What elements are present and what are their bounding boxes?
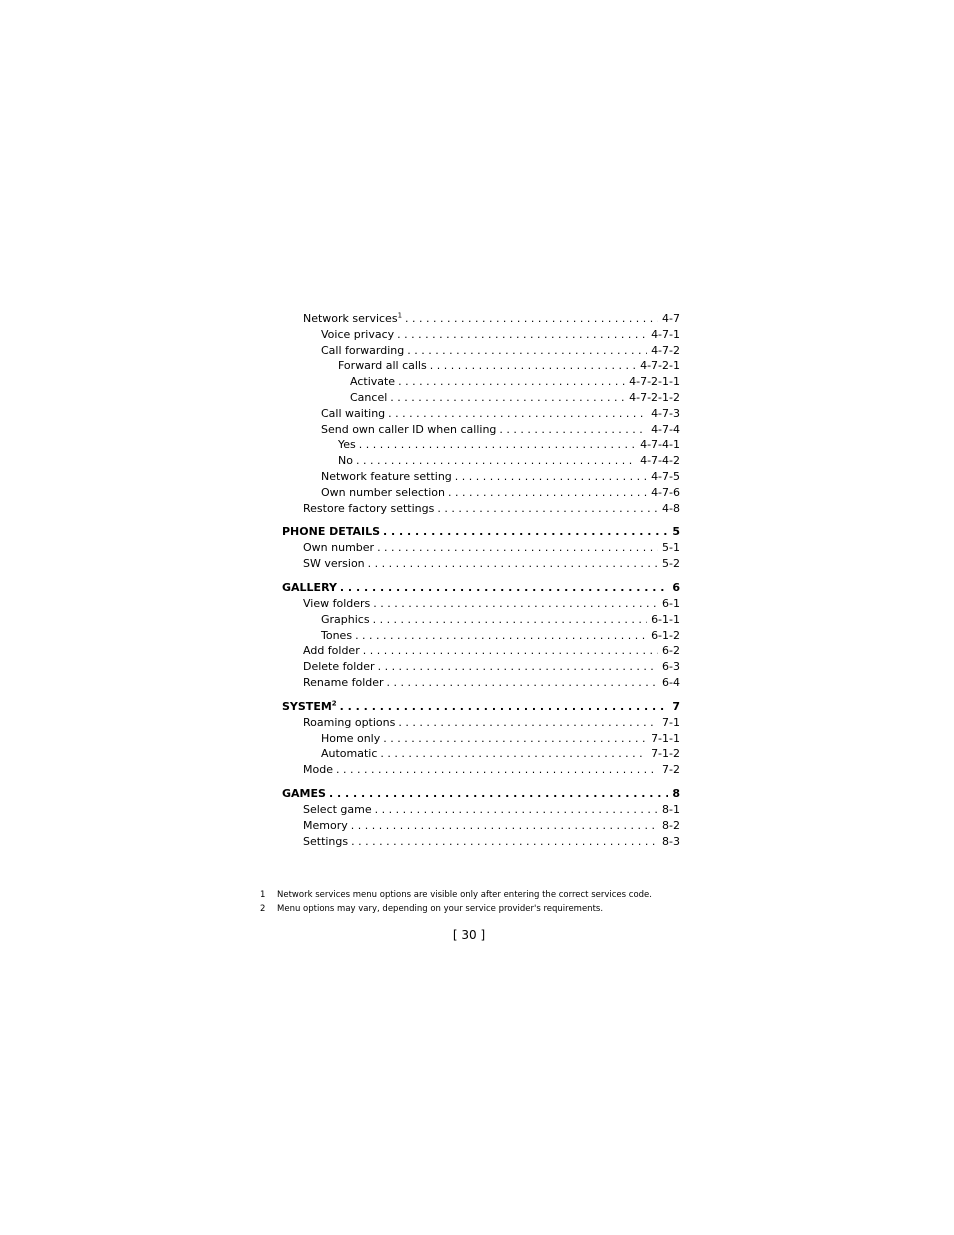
page-number: [ 30 ] (452, 928, 486, 942)
toc-entry (282, 659, 680, 675)
toc-page-ref: 4-7-3 (651, 406, 680, 420)
toc-label-text: GALLERY (282, 580, 337, 594)
toc-label (350, 374, 395, 390)
toc-entry (282, 390, 680, 406)
toc-page-ref: 4-7-2-1 (640, 359, 680, 373)
toc-page-ref: 6 (672, 580, 680, 594)
toc-page-ref: 4-7-4-1 (640, 438, 680, 452)
toc-page-ref: 4-8 (662, 501, 680, 515)
toc-label (282, 786, 326, 802)
toc-label (303, 596, 370, 612)
toc-label-text: Roaming options (303, 715, 396, 729)
toc-page-ref: 8-1 (662, 802, 680, 816)
toc-label (321, 327, 394, 343)
toc-section (282, 786, 680, 802)
toc-page-ref: 6-4 (662, 675, 680, 689)
toc-entry (282, 818, 680, 834)
toc-label-text: Home only (321, 731, 381, 745)
toc-label-text: SW version (303, 557, 365, 571)
toc-label (303, 818, 348, 834)
dot-leader (373, 612, 647, 628)
toc-page-ref: 6-1 (662, 596, 680, 610)
toc-label-text: PHONE DETAILS (282, 525, 381, 539)
toc-page-ref: 4-7-4-2 (640, 454, 680, 468)
toc-label-text: Forward all calls (338, 359, 427, 373)
dot-leader (340, 580, 668, 596)
toc-entry (282, 343, 680, 359)
toc-label (350, 390, 387, 406)
dot-leader (373, 596, 658, 612)
dot-leader (329, 786, 668, 802)
dot-leader (387, 675, 658, 691)
toc-label (303, 675, 384, 691)
toc-entry (282, 327, 680, 343)
toc-label (338, 453, 353, 469)
footnote-marker: 1 (397, 311, 403, 320)
toc-entry (282, 469, 680, 485)
toc-label-text: Graphics (321, 612, 370, 626)
footnotes (260, 888, 700, 916)
toc-label-text: Network feature setting (321, 469, 452, 483)
toc-page-ref: 4-7 (662, 312, 680, 325)
toc-label-text: Activate (350, 375, 396, 389)
toc-label (303, 715, 395, 731)
footnote-number: 1 (260, 890, 266, 900)
toc-page-ref: 7-1-1 (651, 731, 680, 745)
dot-leader (448, 485, 647, 501)
toc-label-text: Settings (303, 834, 349, 848)
dot-leader (375, 802, 658, 818)
dot-leader (356, 453, 636, 469)
toc-entry (282, 358, 680, 374)
dot-leader (455, 469, 647, 485)
toc-label-text: SYSTEM (282, 699, 332, 713)
dot-leader (398, 715, 658, 731)
toc-label-text: Delete folder (303, 660, 375, 674)
dot-leader (336, 762, 658, 778)
toc-page-ref: 8-3 (662, 834, 680, 848)
toc-label-text: Cancel (350, 390, 388, 404)
dot-leader (378, 659, 658, 675)
toc-label-text: Automatic (321, 747, 378, 761)
dot-leader (359, 437, 636, 453)
toc-entry (282, 406, 680, 422)
toc-label (321, 746, 377, 762)
toc-page-ref: 4-7-2 (651, 343, 680, 357)
toc-section (282, 699, 680, 715)
footnote (260, 888, 700, 902)
toc-label (321, 422, 496, 438)
toc-entry (282, 834, 680, 850)
toc-page-ref: 6-1-2 (651, 628, 680, 642)
dot-leader (380, 746, 647, 762)
toc-entry (282, 802, 680, 818)
toc-entry (282, 628, 680, 644)
toc-entry (282, 746, 680, 762)
toc-entry (282, 596, 680, 612)
toc-label (321, 612, 370, 628)
toc-entry (282, 731, 680, 747)
toc-page-ref: 6-1-1 (651, 612, 680, 626)
toc-label (282, 524, 380, 540)
toc-page-ref: 6-2 (662, 644, 680, 658)
toc-label-text: Mode (303, 763, 333, 777)
toc-label (321, 469, 452, 485)
toc-label (303, 501, 434, 517)
dot-leader (377, 540, 658, 556)
toc-label (321, 343, 404, 359)
toc-entry (282, 556, 680, 572)
toc-label-text: Call waiting (321, 406, 386, 420)
toc-label (282, 580, 337, 596)
footnote-number: 2 (260, 904, 266, 914)
dot-leader (407, 343, 647, 359)
toc-label (321, 628, 352, 644)
toc-label (321, 731, 380, 747)
toc-label-text: Add folder (303, 644, 360, 658)
toc-label (303, 643, 360, 659)
toc-entry (282, 374, 680, 390)
dot-leader (383, 524, 668, 540)
toc-page-ref: 4-7-6 (651, 485, 680, 499)
toc-page-ref: 5-1 (662, 541, 680, 555)
dot-leader (388, 406, 647, 422)
toc-page-ref: 7-1 (662, 715, 680, 729)
toc-entry (282, 715, 680, 731)
toc-page-ref: 7-1-2 (651, 747, 680, 761)
toc-label (303, 659, 375, 675)
toc-label (338, 437, 356, 453)
toc-label-text: Restore factory settings (303, 501, 435, 515)
toc-label (303, 802, 372, 818)
toc-label-text: Network services (303, 312, 398, 325)
toc-label-text: Rename folder (303, 675, 384, 689)
toc-label-text: Send own caller ID when calling (321, 422, 497, 436)
toc-label-text: Yes (338, 438, 356, 452)
toc-entry (282, 453, 680, 469)
toc-label-text: No (338, 454, 353, 468)
toc-entry (282, 643, 680, 659)
toc-label (338, 358, 427, 374)
dot-leader (355, 628, 647, 644)
dot-leader (430, 358, 636, 374)
toc-entry (282, 612, 680, 628)
dot-leader (383, 731, 647, 747)
toc-label-text: Call forwarding (321, 343, 405, 357)
toc-label (282, 699, 337, 715)
toc-label-text: Own number selection (321, 485, 445, 499)
dot-leader (397, 327, 647, 343)
toc-section (282, 580, 680, 596)
toc-entry (282, 485, 680, 501)
toc-page-ref: 4-7-4 (651, 422, 680, 436)
toc-page-ref: 7-2 (662, 763, 680, 777)
footnote-marker: 2 (331, 699, 337, 708)
toc-label (303, 311, 402, 327)
toc-label (321, 406, 385, 422)
toc-section (282, 524, 680, 540)
toc-page-ref: 5-2 (662, 557, 680, 571)
toc-label (321, 485, 445, 501)
dot-leader (390, 390, 625, 406)
toc-label (303, 556, 365, 572)
dot-leader (351, 834, 658, 850)
toc-label-text: Memory (303, 818, 348, 832)
dot-leader (351, 818, 658, 834)
dot-leader (499, 422, 647, 438)
dot-leader (405, 311, 658, 327)
toc-entry (282, 311, 680, 327)
table-of-contents (282, 311, 680, 849)
toc-label (303, 762, 333, 778)
toc-label-text: GAMES (282, 786, 326, 800)
toc-page-ref: 4-7-1 (651, 327, 680, 341)
toc-entry (282, 540, 680, 556)
dot-leader (398, 374, 625, 390)
toc-page-ref: 6-3 (662, 660, 680, 674)
dot-leader (368, 556, 658, 572)
toc-page-ref: 8-2 (662, 818, 680, 832)
toc-entry (282, 762, 680, 778)
footnote (260, 902, 700, 916)
dot-leader (437, 501, 658, 517)
dot-leader (363, 643, 658, 659)
footnote-text: Menu options may vary, depending on your service provider's requirements. (277, 904, 604, 914)
toc-page-ref: 4-7-5 (651, 469, 680, 483)
toc-page-ref: 4-7-2-1-2 (629, 390, 680, 404)
toc-page-ref: 7 (672, 699, 680, 713)
toc-label-text: Own number (303, 541, 375, 555)
toc-entry (282, 437, 680, 453)
toc-page-ref: 4-7-2-1-1 (629, 375, 680, 389)
footnote-text: Network services menu options are visible only after entering the correct services code. (277, 890, 652, 900)
toc-label-text: Voice privacy (321, 327, 395, 341)
toc-page-ref: 5 (672, 525, 680, 539)
toc-label-text: View folders (303, 596, 371, 610)
toc-page-ref: 8 (672, 786, 680, 800)
toc-entry (282, 501, 680, 517)
toc-entry (282, 422, 680, 438)
toc-label (303, 834, 348, 850)
dot-leader (340, 699, 669, 715)
toc-entry (282, 675, 680, 691)
toc-label-text: Tones (321, 628, 353, 642)
toc-label (303, 540, 374, 556)
toc-label-text: Select game (303, 802, 372, 816)
